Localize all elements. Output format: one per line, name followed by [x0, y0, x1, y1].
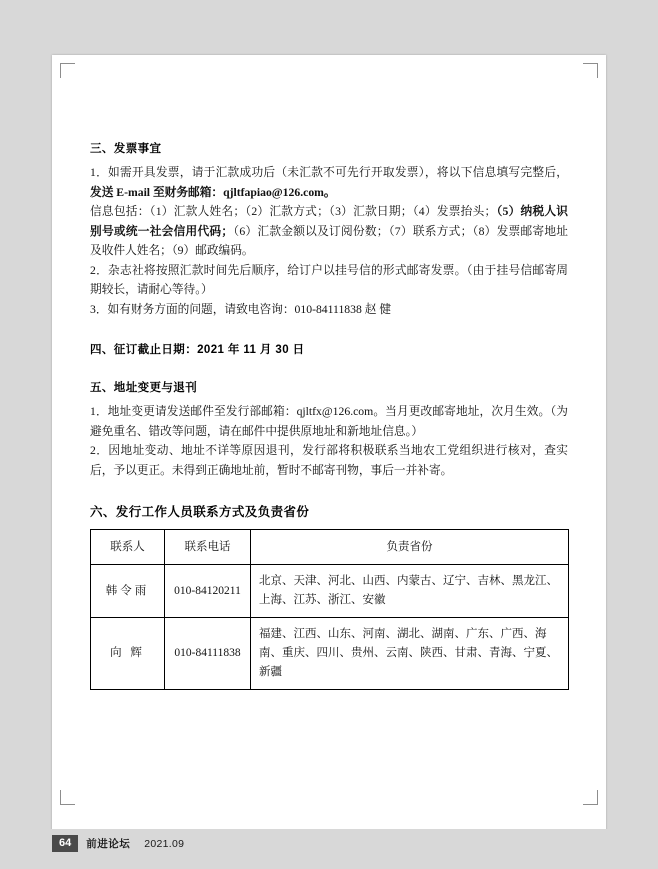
section-invoice-para-2: 信息包括：（1）汇款人姓名；（2）汇款方式；（3）汇款日期；（4）发票抬头；（5）纳税人识别号或统一社会信用代码；（6）汇款金额以及订阅份数；（7）联系方式；（8）发票邮寄地址及收件人姓名；（9）邮政编码。 — [90, 205, 568, 257]
section-invoice — [90, 140, 568, 319]
crop-mark-bottom-right — [583, 790, 598, 805]
cell-phone: 010-84111838 — [165, 618, 251, 690]
cell-name: 向 辉 — [91, 618, 165, 690]
page-number: 64 — [52, 835, 78, 852]
section-address-change — [90, 379, 568, 480]
footer-bar — [52, 835, 184, 852]
column-header-phone: 联系电话 — [165, 530, 251, 565]
cell-name: 韩令雨 — [91, 565, 165, 618]
spacer-3 — [90, 493, 568, 502]
page-content — [90, 140, 568, 700]
section-address-change-heading: 五、地址变更与退刊 — [90, 382, 198, 394]
contacts-table — [90, 529, 569, 690]
column-header-provinces: 负责省份 — [251, 530, 569, 565]
section-deadline-heading: 四、征订截止日期：2021 年 11 月 30 日 — [90, 344, 305, 356]
crop-mark-top-left — [60, 63, 75, 78]
crop-mark-bottom-left — [60, 790, 75, 805]
section-staff-contacts — [90, 502, 568, 690]
column-header-name: 联系人 — [91, 530, 165, 565]
section-invoice-para-4: 3．如有财务方面的问题，请致电咨询：010-84111838 赵 健 — [90, 302, 392, 316]
crop-mark-top-right — [583, 63, 598, 78]
section-deadline — [90, 341, 568, 357]
footer-issue-date: 2021.09 — [144, 837, 185, 850]
section-invoice-para-1: 1．如需开具发票，请于汇款成功后（未汇款不可先行开取发票），将以下信息填写完整后，发送 E-mail 至财务邮箱：qjltfapiao@126.com。 — [90, 166, 568, 199]
section-invoice-para-3: 2．杂志社将按照汇款时间先后顺序，给订户以挂号信的形式邮寄发票。（由于挂号信邮寄周期较长，请耐心等待。） — [90, 263, 568, 296]
spacer-2 — [90, 370, 568, 379]
document-page — [52, 55, 606, 845]
page-footer — [0, 829, 658, 869]
section-address-change-para-2: 2．因地址变动、地址不详等原因退刊，发行部将积极联系当地农工党组织进行核对，查实后，予以更正。未得到正确地址前，暂时不邮寄刊物，事后一并补寄。 — [90, 444, 568, 477]
section-staff-contacts-heading: 六、发行工作人员联系方式及负责省份 — [90, 505, 310, 519]
footer-journal-title: 前进论坛 — [86, 838, 131, 850]
table-header-row — [91, 530, 569, 565]
section-address-change-para-1: 1．地址变更请发送邮件至发行部邮箱：qjltfx@126.com。当月更改邮寄地址，次月生效。（为避免重名、错改等问题，请在邮件中提供原地址和新地址信息。） — [90, 405, 568, 438]
spacer-1 — [90, 332, 568, 341]
section-invoice-heading: 三、发票事宜 — [90, 143, 162, 155]
cell-provinces: 北京、天津、河北、山西、内蒙古、辽宁、吉林、黑龙江、上海、江苏、浙江、安徽 — [251, 565, 569, 618]
cell-provinces: 福建、江西、山东、河南、湖北、湖南、广东、广西、海南、重庆、四川、贵州、云南、陕西、甘肃、青海、宁夏、新疆 — [251, 618, 569, 690]
table-row — [91, 565, 569, 618]
table-row — [91, 618, 569, 690]
cell-phone: 010-84120211 — [165, 565, 251, 618]
